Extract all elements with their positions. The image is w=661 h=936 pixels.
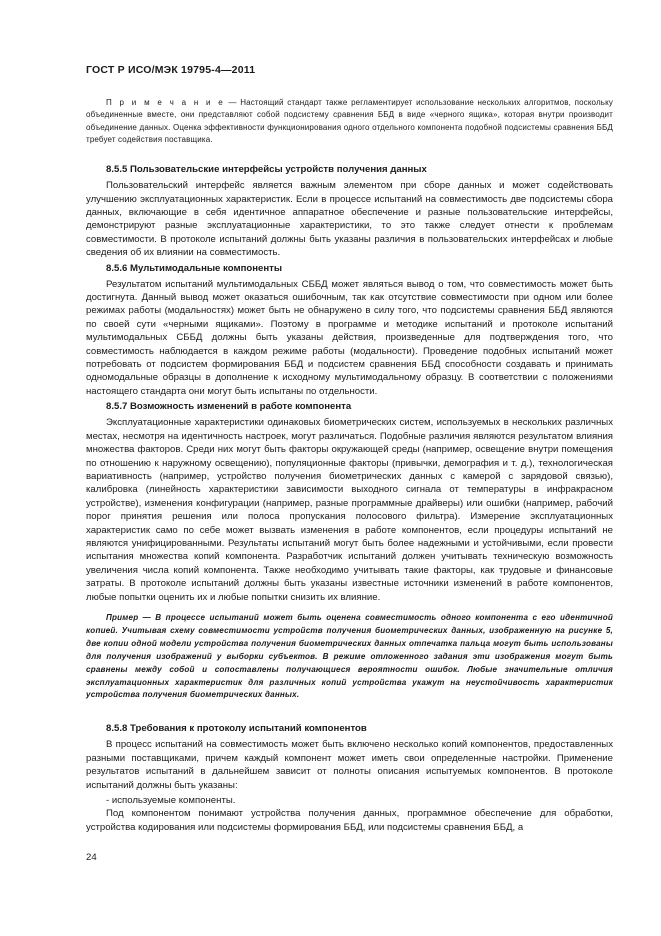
section-8-5-8-heading: 8.5.8 Требования к протоколу испытаний компонентов xyxy=(106,723,367,735)
example-label: Пример xyxy=(106,612,139,622)
section-8-5-5-heading: 8.5.5 Пользовательские интерфейсы устройств получения данных xyxy=(106,164,427,176)
section-8-5-8-paragraph-2: Под компонентом понимают устройства получения данных, программное обеспечение для обработки, устройства кодирования или подсистемы формирования ББД, или подсистемы сравнения ББД, а xyxy=(86,808,613,833)
example-text: — В процессе испытаний может быть оценена совместимость одного компонента с его идентичной копией. Учитывая схему совместимости устройств получения биометрических данных, изображенную на рисунке 5, две копии одной модели устройства получения биометрических данных отпечатка пальца могут быть использованы для получения изображений у выборки субъектов. В режиме отложенного задания эти изображения могут быть сравнены между собой и сопоставлены получающиеся вероятности ошибок. Любые значительные отличия эксплуатационных характеристик для различных копий устройства укажут на неустойчивость характеристик устройства получения биометрических данных. xyxy=(86,612,613,700)
section-8-5-7-heading: 8.5.7 Возможность изменений в работе компонента xyxy=(106,401,352,413)
note-text: — Настоящий стандарт также регламентирует использование нескольких алгоритмов, поскольку объединенные вместе, они представляют собой подсистему сравнения ББД в виде «черного ящика», которая внутри производит объединение данных. Оценка эффективности функционирования одного отдельного компонента подобной подсистемы сравнения ББД требует содействия поставщика. xyxy=(86,98,614,144)
list-item: - используемые компоненты. xyxy=(106,794,236,806)
page-content xyxy=(86,64,613,836)
section-8-5-8-paragraph: В процесс испытаний на совместимость может быть включено несколько копий компонентов, предоставленных разными поставщиками, причем каждый компонент может иметь свои определенные настройки. Применение результатов испытаний в дальнейшем зависит от полноты описания испытуемых компонентов. В протоколе испытаний должны быть указаны: xyxy=(86,739,613,791)
example-paragraph xyxy=(86,612,613,702)
note-label: П р и м е ч а н и е xyxy=(106,98,225,107)
section-8-5-6-heading: 8.5.6 Мультимодальные компоненты xyxy=(106,262,283,274)
section-8-5-7-paragraph: Эксплуатационные характеристики одинаковых биометрических систем, используемых в нескольких различных местах, несмотря на идентичность настроек, могут различаться. Подобные различия являются результатом влияния множества факторов. Среди них могут быть факторы окружающей среды (например, освещение внутри помещения по отношению к наружному освещению), популяционные факторы (привычки, демография и т. д.), технологическая вариативность (например, устройство получения биометрических данных с камерой с зарядовой связью), калибровка (линейность характеристики зависимости выходного сигнала от температуры в инфракрасном устройстве), изменения конфигурации (например, разные программные драйверы) или ошибки (например, рабочий порог принятия решения или полоса пропускания полосового фильтра). Измерение эксплуатационных характеристик само по себе может вызвать изменения в работе компонентов, если процедуры испытаний не являются унифицированными. Результаты испытаний могут быть более надежными и устойчивыми, если провести испытания множества копий компонента. Разработчик испытаний должен учитывать техническую возможность увеличения числа копий компонента. Также необходимо учитывать такие факторы, как трудовые и финансовые затраты. В протоколе испытаний должны быть указаны известные источники изменений в работе компонентов, любые попытки оценить их и любые попытки снизить их влияние. xyxy=(86,417,613,603)
requirements-list xyxy=(86,794,613,807)
document-header: ГОСТ Р ИСО/МЭК 19795-4—2011 xyxy=(86,64,256,76)
note-paragraph xyxy=(86,97,613,146)
section-8-5-6-paragraph: Результатом испытаний мультимодальных СББД может являться вывод о том, что совместимость может быть достигнута. Данный вывод может оказаться ошибочным, так как отсутствие совместимости при одном или более режимах работы (модальностях) может быть не обнаружено в силу того, что подсистемы сравнения ББД являются по своей сути «черными ящиками». Поэтому в программе и методике испытаний и протоколе испытаний мультимодальных СББД должны быть указаны действия, произведенные для подтверждения того, что совместимость наблюдается в каждом режиме работы (модальности). Проведение подобных испытаний может потребовать от подсистем формирования ББД и подсистем сравнения ББД способности создавать и принимать одномодальные образцы в дополнение к исходному мультимодальному образцу. В соответствии с положениями настоящего стандарта они могут быть испытаны по отдельности. xyxy=(86,278,613,397)
section-8-5-5-paragraph: Пользовательский интерфейс является важным элементом при сборе данных и может содействовать улучшению эксплуатационных характеристик. Если в процессе испытаний на совместимость две подсистемы сбора данных, включающие в себя идентичное аппаратное обеспечение и разные пользовательские интерфейсы, демонстрируют разные эксплуатационные характеристики, то это также следует отнести к проблемам совместимости. В протоколе испытаний должны быть указаны различия в пользовательских интерфейсах и любые сведения об их влиянии на совместимость. xyxy=(86,180,613,259)
page-number: 24 xyxy=(86,852,97,863)
